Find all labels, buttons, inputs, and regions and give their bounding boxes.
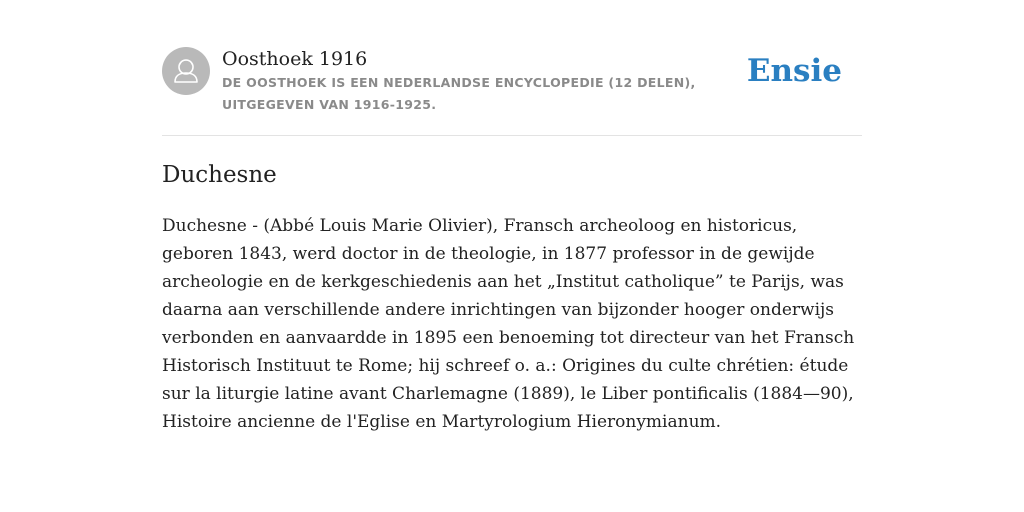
article-body: Duchesne - (Abbé Louis Marie Olivier), Fransch archeoloog en historicus, geboren 1843, werd doctor in de theologie, in 1877 professor in de gewijde archeologie en de kerkgeschiedenis aan het „Institut catholique” te Parijs, was daarna aan verschillende andere inrichtingen van bijzonder hooger onderwijs verbonden en aanvaardde in 1895 een benoeming tot directeur van het Fransch Historisch Instituut te Rome; hij schreef o. a.: Origines du culte chrétien: étude sur la liturgie latine avant Charlemagne (1889), le Liber pontificalis (1884—90), Histoire ancienne de l'Eglise en Martyrologium Hieronymianum.	[162, 216, 855, 432]
user-icon	[162, 47, 210, 95]
source-description: DE OOSTHOEK IS EEN NEDERLANDSE ENCYCLOPEDIE (12 DELEN), UITGEGEVEN VAN 1916-1925.	[222, 75, 696, 112]
ensie-logo[interactable]: Ensie	[746, 53, 842, 89]
header-divider	[162, 135, 862, 136]
source-header	[162, 47, 862, 117]
source-avatar[interactable]	[162, 47, 210, 95]
article-title: Duchesne	[162, 162, 277, 188]
source-name[interactable]: Oosthoek 1916	[222, 48, 368, 70]
